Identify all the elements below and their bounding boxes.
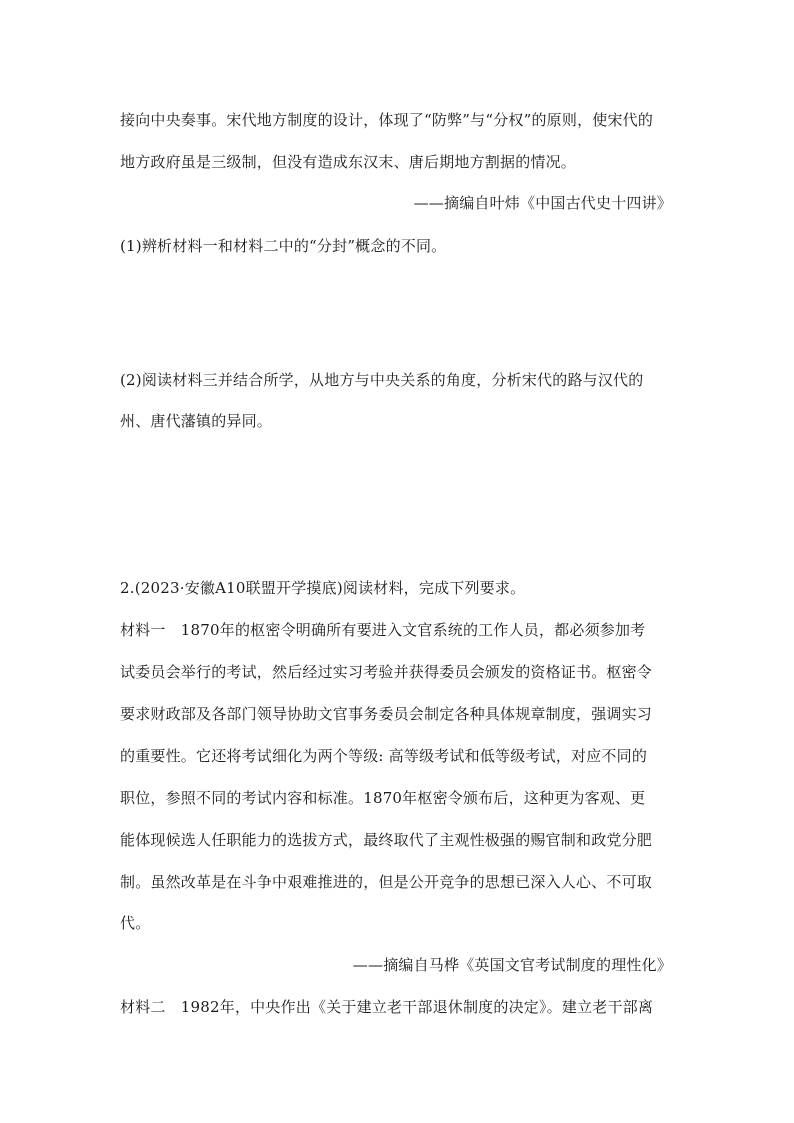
- paragraph-line: 制。虽然改革是在斗争中艰难推进的，但是公开竞争的思想已深入人心、不可取: [120, 873, 653, 891]
- question-item: (1)辨析材料一和材料二中的“分封”概念的不同。: [120, 237, 447, 255]
- source-citation: ——摘编自马桦《英国文官考试制度的理性化》: [352, 956, 672, 974]
- paragraph-line: 代。: [120, 914, 151, 932]
- source-citation: ——摘编自叶炜《中国古代史十四讲》: [413, 194, 672, 212]
- paragraph-line: 地方政府虽是三级制，但没有造成东汉末、唐后期地方割据的情况。: [120, 153, 577, 171]
- paragraph-line: 的重要性。它还将考试细化为两个等级: 高等级考试和低等级考试，对应不同的: [120, 747, 648, 765]
- paragraph-line: 职位，参照不同的考试内容和标准。1870年枢密令颁布后，这种更为客观、更: [120, 789, 646, 807]
- question-item: (2)阅读材料三并结合所学，从地方与中央关系的角度，分析宋代的路与汉代的: [120, 371, 644, 389]
- paragraph-line: 材料二 1982年，中央作出《关于建立老干部退休制度的决定》。建立老干部离: [120, 998, 654, 1016]
- paragraph-line: 接向中央奏事。宋代地方制度的设计，体现了“防弊”与“分权”的原则，使宋代的: [120, 111, 654, 129]
- paragraph-line: 能体现候选人任职能力的选拔方式，最终取代了主观性极强的赐官制和政党分肥: [120, 831, 653, 849]
- question-heading: 2.(2023·安徽A10联盟开学摸底)阅读材料，完成下列要求。: [120, 579, 526, 597]
- paragraph-line: 试委员会举行的考试，然后经过实习考验并获得委员会颁发的资格证书。枢密令: [120, 663, 653, 681]
- paragraph-line: 材料一 1870年的枢密令明确所有要进入文官系统的工作人员，都必须参加考: [120, 621, 646, 639]
- paragraph-line: 要求财政部及各部门领导协助文官事务委员会制定各种具体规章制度，强调实习: [120, 705, 653, 723]
- question-item: 州、唐代藩镇的异同。: [120, 412, 273, 430]
